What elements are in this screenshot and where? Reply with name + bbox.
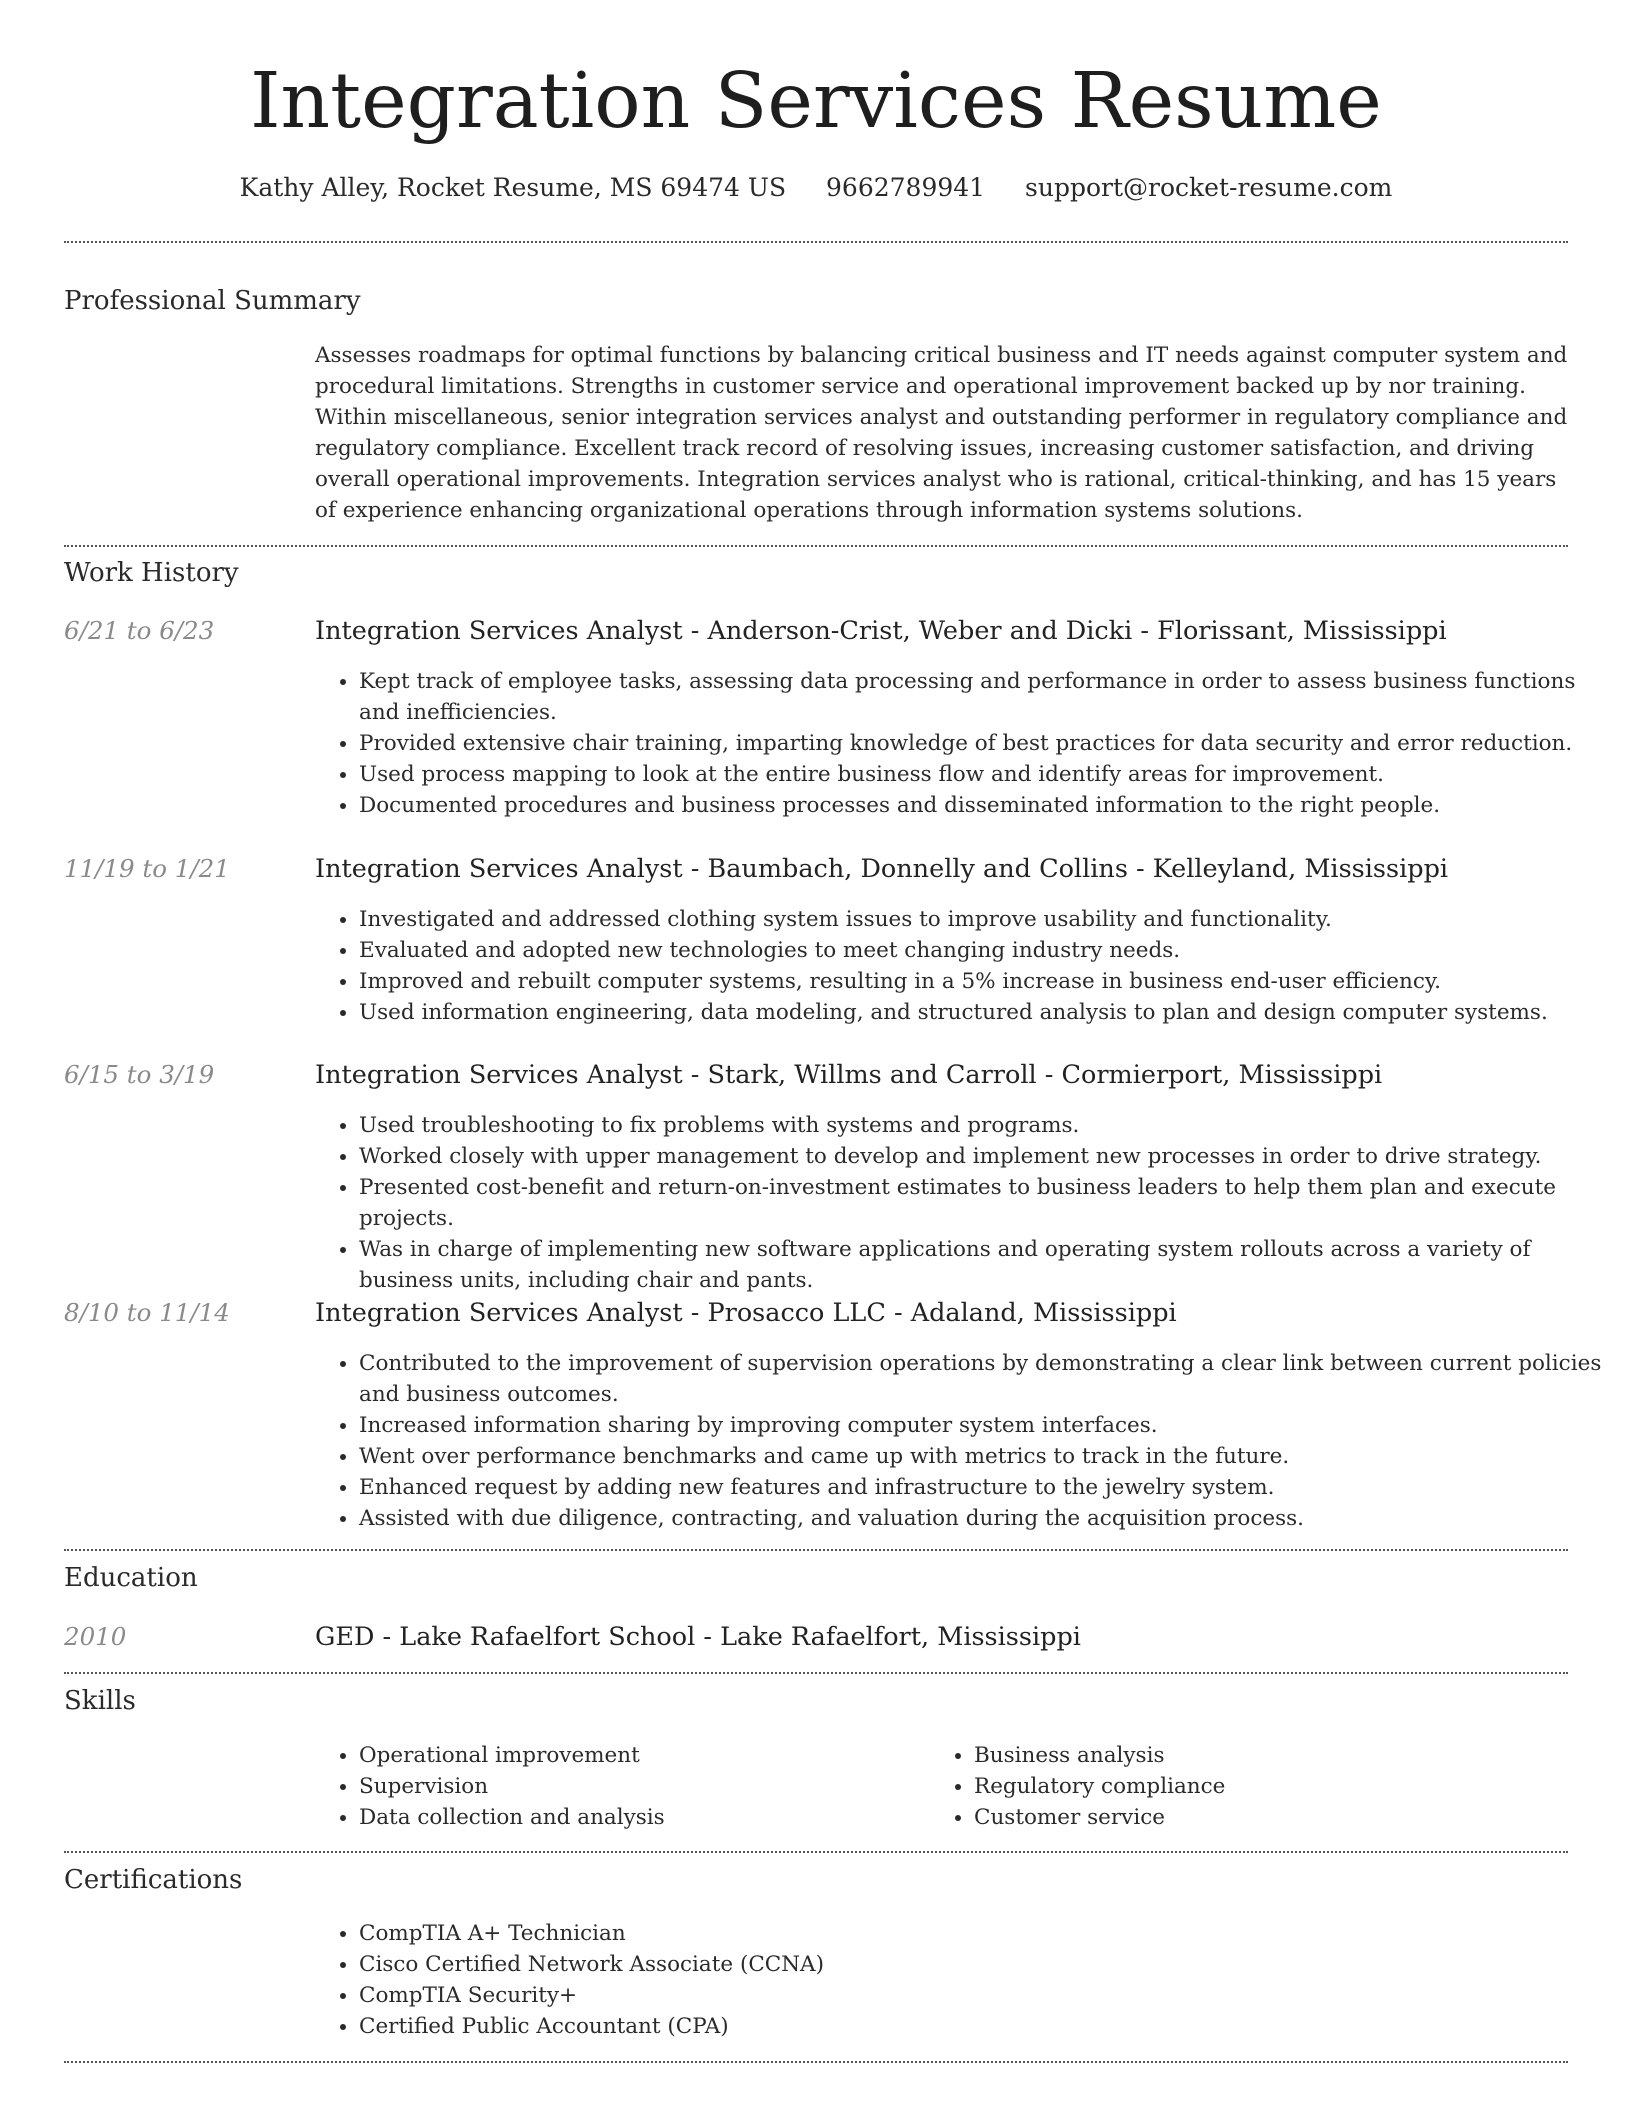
list-item: • Customer service (974, 1802, 1534, 1833)
section-divider (64, 241, 1568, 243)
summary-text: Assesses roadmaps for optimal functions by balancing critical business and IT needs against computer system and procedural limitations. Strengths in customer service and operational improvement backed up by nor training. Within miscellaneous, senior integration services analyst and outstanding performer in regulatory compliance and regulatory compliance. Excellent track record of resolving issues, increasing customer satisfaction, and driving overall operational improvements. Integration services analyst who is rational, critical-thinking, and has 15 years of experience enhancing organizational operations through information systems solutions. (315, 343, 1568, 523)
job-dates: 11/19 to 1/21 (64, 854, 230, 883)
job-title: Integration Services Analyst - Stark, Willms and Carroll - Cormierport, Mississippi (315, 1060, 1383, 1090)
section-divider (64, 2061, 1568, 2063)
education-year: 2010 (64, 1622, 127, 1651)
section-divider (64, 1549, 1568, 1551)
job-bullets (315, 1110, 1612, 1296)
list-item: • Kept track of employee tasks, assessing data processing and performance in order to assess business functions and inefficiencies. (359, 666, 1612, 728)
certifications-heading: Certifications (64, 1865, 243, 1895)
section-divider (64, 545, 1568, 547)
list-item: • Investigated and addressed clothing system issues to improve usability and functionality. (359, 904, 1612, 935)
section-divider (64, 1672, 1568, 1674)
job-dates: 8/10 to 11/14 (64, 1298, 230, 1327)
list-item: • Data collection and analysis (359, 1802, 919, 1833)
list-item: • CompTIA Security+ (359, 1980, 1612, 2011)
list-item: • Used process mapping to look at the entire business flow and identify areas for improvement. (359, 759, 1612, 790)
education-entry: GED - Lake Rafaelfort School - Lake Rafaelfort, Mississippi (315, 1622, 1081, 1652)
job-title: Integration Services Analyst - Prosacco LLC - Adaland, Mississippi (315, 1298, 1177, 1328)
resume-title: Integration Services Resume (250, 57, 1382, 146)
list-item: • Worked closely with upper management to develop and implement new processes in order to drive strategy. (359, 1141, 1612, 1172)
contact-line (0, 170, 1632, 206)
job-title: Integration Services Analyst - Anderson-Crist, Weber and Dicki - Florissant, Mississippi (315, 616, 1447, 646)
list-item: • Business analysis (974, 1740, 1534, 1771)
certifications-list (315, 1918, 1612, 2042)
list-item: • Enhanced request by adding new features and infrastructure to the jewelry system. (359, 1472, 1612, 1503)
list-item: • Regulatory compliance (974, 1771, 1534, 1802)
list-item: • Went over performance benchmarks and came up with metrics to track in the future. (359, 1441, 1612, 1472)
list-item: • Provided extensive chair training, imparting knowledge of best practices for data security and error reduction. (359, 728, 1612, 759)
list-item: • Evaluated and adopted new technologies to meet changing industry needs. (359, 935, 1612, 966)
education-heading: Education (64, 1563, 198, 1593)
list-item: • Increased information sharing by improving computer system interfaces. (359, 1410, 1612, 1441)
work-history-heading: Work History (64, 558, 239, 588)
list-item: • Cisco Certified Network Associate (CCNA) (359, 1949, 1612, 1980)
section-divider (64, 1851, 1568, 1853)
job-dates: 6/21 to 6/23 (64, 616, 215, 645)
contact-phone: 9662789941 (826, 173, 986, 202)
list-item: • CompTIA A+ Technician (359, 1918, 1612, 1949)
skills-list-left (315, 1740, 919, 1833)
list-item: • Used information engineering, data modeling, and structured analysis to plan and design computer systems. (359, 997, 1612, 1028)
list-item: • Operational improvement (359, 1740, 919, 1771)
skills-heading: Skills (64, 1686, 136, 1716)
job-title: Integration Services Analyst - Baumbach, Donnelly and Collins - Kelleyland, Mississippi (315, 854, 1449, 884)
skills-list-right (930, 1740, 1534, 1833)
contact-address: Kathy Alley, Rocket Resume, MS 69474 US (239, 173, 787, 202)
list-item: • Documented procedures and business processes and disseminated information to the right people. (359, 790, 1612, 821)
list-item: • Certified Public Accountant (CPA) (359, 2011, 1612, 2042)
job-bullets (315, 904, 1612, 1028)
job-bullets (315, 666, 1612, 821)
list-item: • Supervision (359, 1771, 919, 1802)
list-item: • Assisted with due diligence, contracting, and valuation during the acquisition process. (359, 1503, 1612, 1534)
summary-heading: Professional Summary (64, 286, 361, 316)
list-item: • Improved and rebuilt computer systems, resulting in a 5% increase in business end-user efficiency. (359, 966, 1612, 997)
contact-email: support@rocket-resume.com (1025, 173, 1393, 202)
list-item: • Was in charge of implementing new software applications and operating system rollouts across a variety of business units, including chair and pants. (359, 1234, 1612, 1296)
job-dates: 6/15 to 3/19 (64, 1060, 215, 1089)
list-item: • Used troubleshooting to fix problems with systems and programs. (359, 1110, 1612, 1141)
list-item: • Presented cost-benefit and return-on-investment estimates to business leaders to help them plan and execute projects. (359, 1172, 1612, 1234)
job-bullets (315, 1348, 1612, 1534)
list-item: • Contributed to the improvement of supervision operations by demonstrating a clear link between current policies and business outcomes. (359, 1348, 1612, 1410)
